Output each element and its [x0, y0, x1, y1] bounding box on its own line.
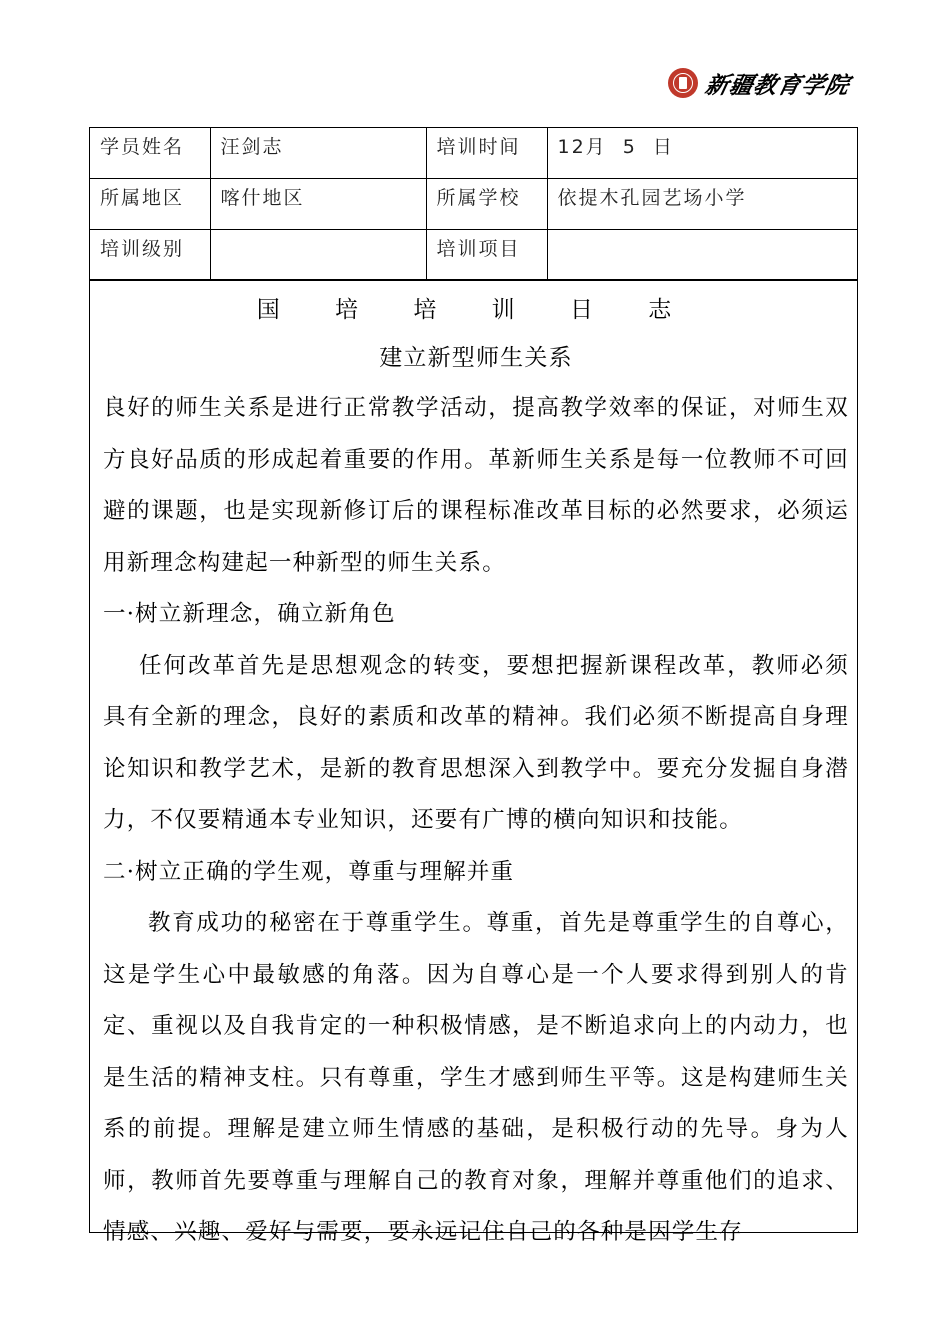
- value-training-time: 12月 5 日: [547, 128, 857, 179]
- label-training-level: 培训级别: [90, 229, 210, 280]
- value-training-project: [547, 229, 857, 280]
- diary-title: 国 培 培 训 日 志: [256, 297, 696, 323]
- diary-paragraph: 良好的师生关系是进行正常教学活动，提高教学效率的保证，对师生双方良好品质的形成起着重要的作用。革新师生关系是每一位教师不可回避的课题，也是实现新修订后的课程标准改革目标的必然要求，必须运用新理念构建起一种新型的师生关系。: [103, 395, 849, 576]
- school-logo: [668, 66, 873, 100]
- info-row: [90, 128, 857, 179]
- label-student-name: 学员姓名: [90, 128, 210, 179]
- training-log-form: [89, 127, 858, 1245]
- label-training-time: 培训时间: [426, 128, 547, 179]
- diary-paragraph: 任何改革首先是思想观念的转变，要想把握新课程改革，教师必须具有全新的理念，良好的素质和改革的精神。我们必须不断提高自身理论知识和教学艺术，是新的教育思想深入到教学中。要充分发掘自身潜力，不仅要精通本专业知识，还要有广博的横向知识和技能。: [103, 652, 849, 833]
- value-student-name: 汪剑志: [210, 128, 426, 179]
- diary-body: [90, 280, 857, 1245]
- label-training-project: 培训项目: [426, 229, 547, 280]
- section-heading: 二·树立正确的学生观，尊重与理解并重: [103, 858, 515, 885]
- diary-subtitle: 建立新型师生关系: [379, 345, 573, 371]
- value-region: 喀什地区: [210, 179, 426, 230]
- info-table: [90, 128, 857, 280]
- value-school: 依提木孔园艺场小学: [547, 179, 857, 230]
- school-seal-icon: [668, 68, 698, 98]
- diary-paragraph: 教育成功的秘密在于尊重学生。尊重，首先是尊重学生的自尊心，这是学生心中最敏感的角落。因为自尊心是一个人要求得到别人的肯定、重视以及自我肯定的一种积极情感，是不断追求向上的内动力，也是生活的精神支柱。只有尊重，学生才感到师生平等。这是构建师生关系的前提。理解是建立师生情感的基础，是积极行动的先导。身为人师，教师首先要尊重与理解自己的教育对象，理解并尊重他们的追求、情感、兴趣、爱好与需要，要永远记住自己的各种是因学生存: [103, 910, 849, 1245]
- info-row: [90, 179, 857, 230]
- section-heading: 一·树立新理念，确立新角色: [103, 601, 396, 627]
- value-training-level: [210, 229, 426, 280]
- label-school: 所属学校: [426, 179, 547, 230]
- label-region: 所属地区: [90, 179, 210, 230]
- school-name: 新疆教育学院: [702, 71, 853, 99]
- info-row: [90, 229, 857, 280]
